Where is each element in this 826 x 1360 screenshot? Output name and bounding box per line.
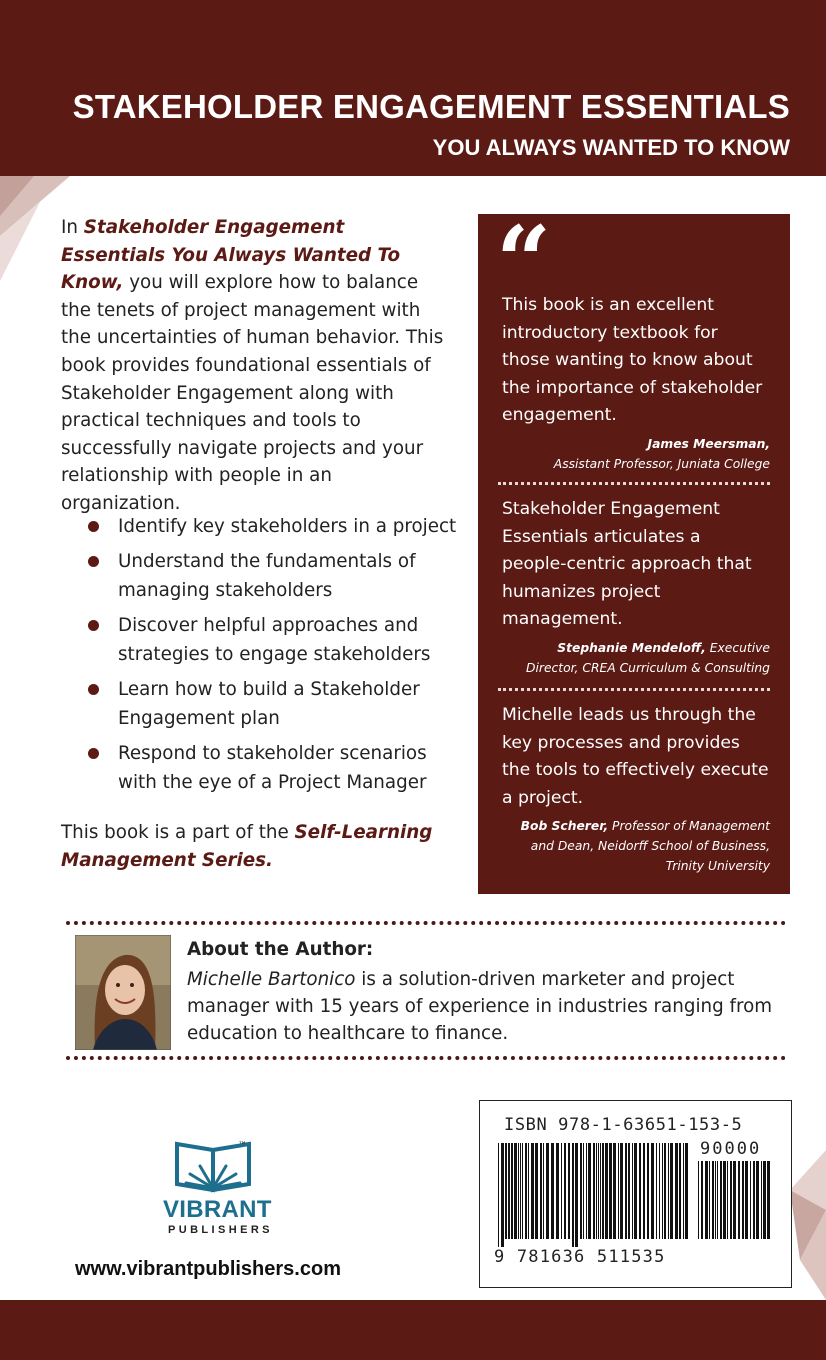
quote-mark-icon: “ [496, 205, 552, 318]
series-note: This book is a part of the Self-Learning Management Series. [61, 822, 433, 871]
barcode-bar [528, 1143, 529, 1239]
barcode-bar [767, 1161, 770, 1239]
price-code: 90000 [700, 1139, 762, 1159]
barcode-bar [656, 1143, 657, 1239]
barcode-bar [522, 1143, 523, 1239]
barcode-bar [540, 1143, 542, 1239]
barcode-bar [520, 1143, 521, 1239]
barcode-bar [730, 1161, 732, 1239]
about-author-heading: About the Author: [187, 939, 374, 960]
barcode-bar [551, 1143, 554, 1239]
barcode-bar [664, 1143, 666, 1239]
barcode-bar [750, 1161, 751, 1239]
testimonial-2: Stakeholder Engagement Essentials articulates a people-centric approach that humanizes project management. Stephanie Mendeloff, Executive Director, CREA Curriculum & Consulting [502, 499, 770, 675]
barcode-bar [613, 1143, 616, 1239]
intro-paragraph: In Stakeholder Engagement Essentials You Always Wanted To Know, you will explore how to balance the tenets of project management with the uncertainties of human behavior. This book provides foundational essentials of Stakeholder Engagement along with practical techniques and tools to successfully navigate projects and your relationship with people in an organization. [61, 217, 444, 514]
barcode-bar [675, 1143, 678, 1239]
author-bio: Michelle Bartonico is a solution-driven marketer and project manager with 15 years of experience in industries ranging from education to healthcare to finance. [187, 969, 773, 1044]
bullet-icon [88, 620, 99, 631]
decorative-facets-right [790, 1150, 826, 1300]
barcode-bar [651, 1143, 654, 1239]
barcode-bar [717, 1161, 718, 1239]
barcode-bar [647, 1143, 649, 1239]
list-item: Respond to stakeholder scenarios with the eye of a Project Manager [88, 739, 458, 797]
series-name: Self-Learning Management Series. [61, 822, 433, 871]
bullet-icon [88, 748, 99, 759]
list-item: Identify key stakeholders in a project [88, 512, 458, 541]
barcode-bar [733, 1161, 736, 1239]
publisher-name: VIBRANT [163, 1196, 272, 1223]
barcode-bar [561, 1143, 562, 1239]
barcode-bar [535, 1143, 538, 1239]
publisher-subtitle: PUBLISHERS [168, 1224, 273, 1236]
barcode-bar [531, 1143, 534, 1239]
barcode-bar [514, 1143, 517, 1239]
barcode-bar [600, 1143, 601, 1239]
barcode-bar [609, 1143, 612, 1239]
barcode-bar [756, 1161, 759, 1239]
bullet-icon [88, 556, 99, 567]
barcode-bar [698, 1161, 699, 1239]
barcode-bar [628, 1143, 630, 1239]
barcode-bar [662, 1143, 663, 1239]
barcode-bar [683, 1143, 684, 1239]
barcode-addon-graphic [698, 1161, 772, 1247]
barcode-panel [479, 1100, 792, 1288]
barcode-bar [670, 1143, 673, 1239]
barcode-bar [543, 1143, 544, 1239]
footer-band [0, 1300, 826, 1360]
barcode-bar [518, 1143, 519, 1239]
barcode-bar [572, 1143, 574, 1247]
barcode-bar [709, 1161, 710, 1239]
barcode-bar [679, 1143, 681, 1239]
barcode-bar [564, 1143, 566, 1239]
barcode-bar [575, 1143, 578, 1247]
barcode-bar [761, 1161, 762, 1239]
barcode-bar [753, 1161, 755, 1239]
book-subtitle: YOU ALWAYS WANTED TO KNOW [432, 135, 790, 160]
isbn-text: ISBN 978-1-63651-153-5 [504, 1115, 743, 1135]
barcode-bar [511, 1143, 513, 1239]
list-item: Understand the fundamentals of managing stakeholders [88, 547, 458, 605]
divider [498, 482, 770, 485]
barcode-bar [568, 1143, 570, 1239]
author-name: Michelle Bartonico [187, 969, 356, 990]
bullet-icon [88, 521, 99, 532]
barcode-bar [643, 1143, 645, 1239]
barcode-bar [659, 1143, 660, 1239]
intro-book-title: Stakeholder Engagement Essentials You Always Wanted To Know, [61, 217, 401, 294]
barcode-bar [620, 1143, 623, 1239]
list-item: Discover helpful approaches and strategies to engage stakeholders [88, 611, 458, 669]
barcode-bar [596, 1143, 597, 1239]
barcode-bar [634, 1143, 637, 1239]
barcode-bar [546, 1143, 549, 1239]
barcode-bar [588, 1143, 591, 1239]
barcode-bar [701, 1161, 703, 1239]
barcode-bar [685, 1143, 688, 1239]
bullet-icon [88, 684, 99, 695]
author-photo [75, 935, 171, 1050]
barcode-bar [763, 1161, 766, 1239]
testimonial-1: This book is an excellent introductory textbook for those wanting to know about the importance of stakeholder engagement. James Meersman, Assistant Professor, Juniata College [502, 295, 770, 471]
barcode-bar [501, 1143, 504, 1247]
testimonials-panel [478, 205, 790, 894]
divider [498, 688, 770, 691]
barcode-bar [586, 1143, 587, 1239]
barcode-bar [727, 1161, 728, 1239]
testimonial-3: Michelle leads us through the key processes and provides the tools to effectively execute a project. Bob Scherer, Professor of Management and Dean, Neidorff School of Business, Trinity University [502, 705, 770, 874]
barcode-bar [723, 1161, 726, 1239]
trademark-mark: ™ [238, 1141, 247, 1151]
barcode-bar [632, 1143, 633, 1239]
barcode-bar [738, 1161, 740, 1239]
barcode-bar [505, 1143, 507, 1239]
barcode-bar [602, 1143, 604, 1239]
barcode-bar [525, 1143, 527, 1239]
barcode-bar [498, 1143, 499, 1247]
barcode-bar [618, 1143, 619, 1239]
publisher-website: www.vibrantpublishers.com [75, 1258, 341, 1280]
barcode-bar [742, 1161, 744, 1239]
header-band [0, 0, 826, 176]
barcode-number: 9 781636 511535 [494, 1247, 666, 1267]
barcode-main-graphic [498, 1143, 688, 1247]
barcode-bar [556, 1143, 559, 1239]
barcode-bar [668, 1143, 669, 1239]
barcode-bar [583, 1143, 584, 1239]
barcode-bar [508, 1143, 510, 1239]
feature-list [88, 512, 458, 803]
barcode-bar [625, 1143, 627, 1239]
barcode-bar [580, 1143, 582, 1239]
barcode-bar [745, 1161, 748, 1239]
barcode-bar [598, 1143, 599, 1239]
divider [66, 1056, 786, 1060]
barcode-bar [720, 1161, 722, 1239]
barcode-bar [605, 1143, 608, 1239]
barcode-bar [715, 1161, 716, 1239]
barcode-bar [639, 1143, 641, 1239]
divider [66, 921, 786, 925]
barcode-bar [712, 1161, 714, 1239]
book-title: STAKEHOLDER ENGAGEMENT ESSENTIALS [72, 88, 790, 125]
barcode-bar [593, 1143, 595, 1239]
list-item: Learn how to build a Stakeholder Engagement plan [88, 675, 458, 733]
barcode-bar [705, 1161, 708, 1239]
